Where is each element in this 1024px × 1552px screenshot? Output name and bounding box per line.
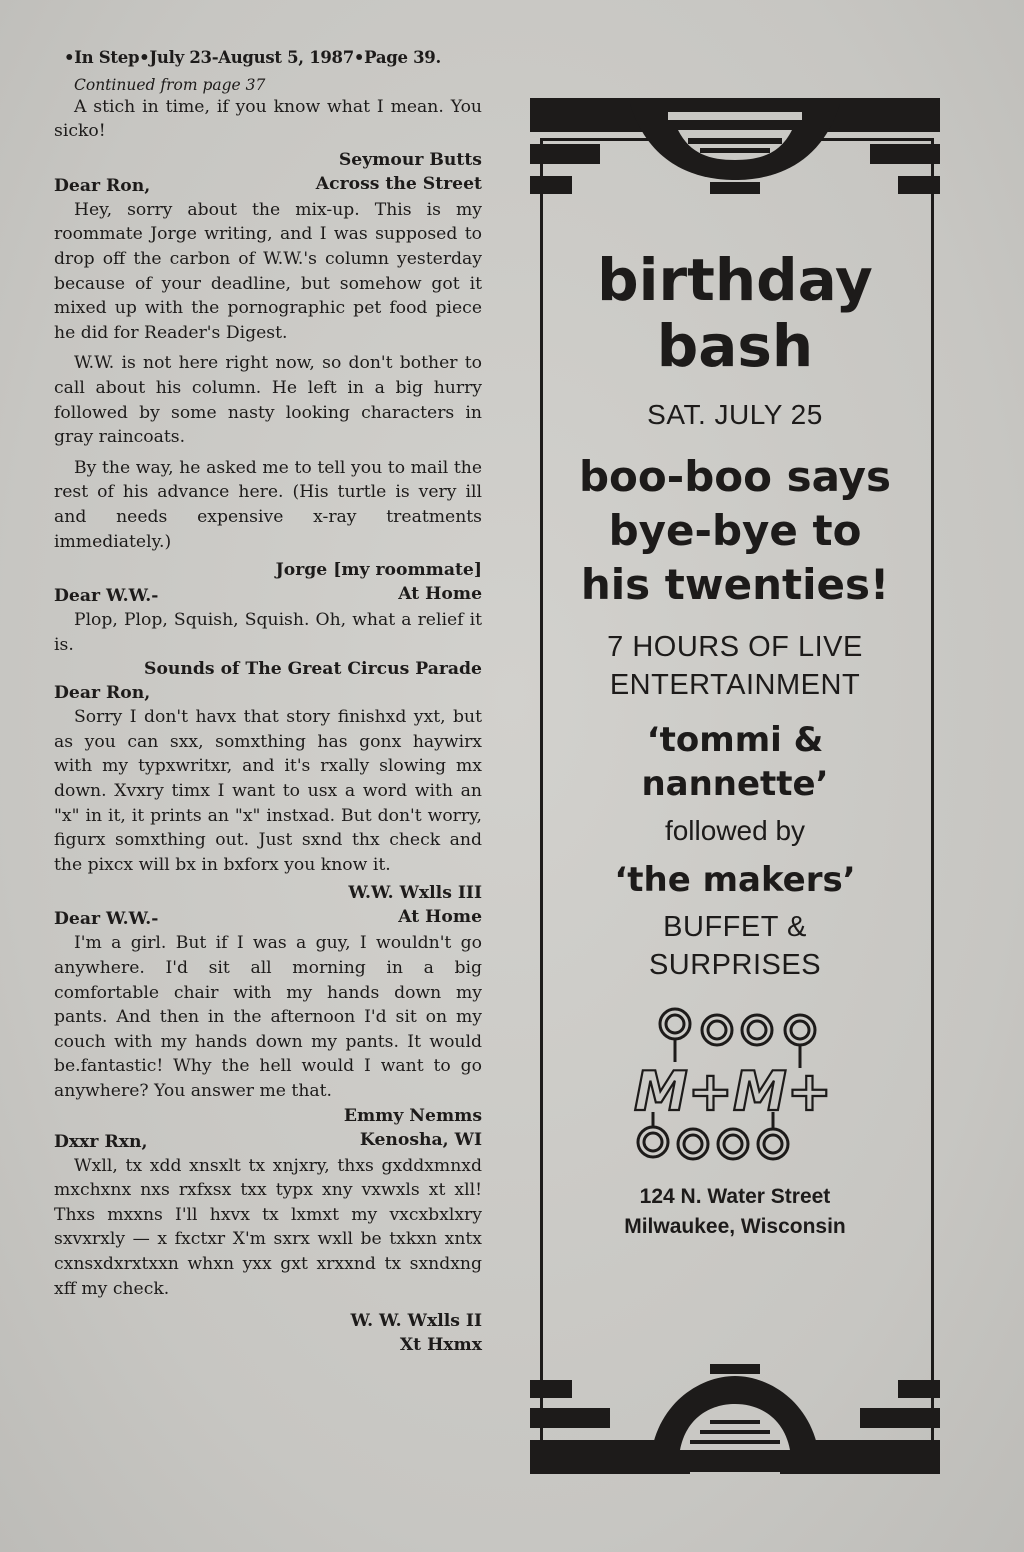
- continued-note: Continued from page 37: [74, 75, 266, 94]
- letter-signature: Sounds of The Great Circus Parade: [144, 659, 482, 680]
- ad-hours-line1: 7 HOURS OF LIVE: [607, 631, 863, 663]
- ad-tagline-2: bye-bye to: [608, 506, 862, 555]
- ad-tagline-3: his twenties!: [580, 560, 890, 609]
- letter-salutation: Dear Ron,: [54, 175, 151, 196]
- letter-paragraph: Wxll, tx xdd xnsxlt tx xnjxry, thxs gxddxmnxd mxchxnx nxs rxfxsx txx typx xny vxwxls xt xll! Thxs mxxns I'll hxvx tx lxmxt my vxcxbxlxry sxvxrxly — x fxctxr X'm sxrx wxll be txkxn xntx cxnsxdxrxtxxn whxn yxx gxt xrxxnd tx sxndxng xff my check.: [54, 1155, 482, 1299]
- letters-column: [54, 46, 482, 1357]
- letter-paragraph: Hey, sorry about the mix-up. This is my roommate Jorge writing, and I was supposed to drop off the carbon of W.W.'s column yesterday because of your deadline, but somehow got it mixed up with the pornographic pet food piece he did for Reader's Digest.: [54, 199, 482, 343]
- ad-buffet-line1: BUFFET &: [663, 911, 807, 943]
- letter-signature-location: Across the Street: [315, 173, 482, 194]
- letter: [54, 681, 482, 929]
- letter-paragraph: I'm a girl. But if I was a guy, I wouldn't go anywhere. I'd sit all morning in a big comfortable chair with my hands down my pants. And then in the afternoon I'd sit on my couch with my hands down my pants. It would be.fantastic! Why the hell would I want to go anywhere? You answer me that.: [54, 933, 482, 1101]
- letter-signature-location: At Home: [398, 907, 482, 928]
- letter-signature-location: At Home: [398, 584, 482, 605]
- ad-act1-line1: ‘tommi &: [646, 720, 824, 760]
- running-head: •In Step•July 23-August 5, 1987•Page 39.: [64, 48, 441, 67]
- letter: [54, 1130, 482, 1358]
- ad-tagline-1: boo-boo says: [578, 452, 892, 501]
- letter-salutation: Dear W.W.-: [54, 909, 159, 930]
- ad-title-line2: bash: [656, 312, 814, 380]
- letter-signature: W.W. Wxlls III: [348, 883, 482, 904]
- ad-hours-line2: ENTERTAINMENT: [609, 669, 861, 701]
- letter-signature: Emmy Nemms: [343, 1105, 482, 1126]
- ad-followed-by: followed by: [664, 815, 806, 846]
- ad-address-line2: Milwaukee, Wisconsin: [624, 1215, 846, 1238]
- letter: [54, 174, 482, 606]
- letter-paragraph: A stich in time, if you know what I mean. You sicko!: [54, 96, 482, 142]
- letter-paragraph: By the way, he asked me to tell you to mail the rest of his advance here. (His turtle is very ill and needs expensive x-ray treatments immediately.): [54, 457, 482, 552]
- letter-signature: Seymour Butts: [338, 149, 482, 170]
- logo-text: M+M+: [634, 1060, 832, 1123]
- birthday-advertisement: [520, 98, 950, 1474]
- ad-date: SAT. JULY 25: [647, 399, 823, 430]
- letter-signature-location: Xt Hxmx: [399, 1335, 482, 1356]
- male-male-symbols-logo-icon: [605, 1002, 865, 1172]
- ad-buffet-line2: SURPRISES: [648, 949, 822, 981]
- letter-paragraph: Sorry I don't havx that story finishxd yxt, but as you can sxx, somxthing has gonx haywirx with my typxwritxr, and it's rxally slowing mx down. Xvxry timx I want to usx a word with an "x" in it, it prints an "x" instxad. But don't worry, figurx somxthing out. Just sxnd thx check and the pixcx will bx in bxforx you know it.: [54, 707, 482, 875]
- letter-salutation: Dear W.W.-: [54, 586, 159, 607]
- letter-paragraph: Plop, Plop, Squish, Squish. Oh, what a relief it is.: [54, 610, 482, 655]
- letter-signature: Jorge [my roommate]: [275, 560, 482, 581]
- ad-title-line1: birthday: [597, 246, 873, 314]
- ad-address-line1: 124 N. Water Street: [639, 1185, 831, 1208]
- letter-paragraph: W.W. is not here right now, so don't bother to call about his column. He left in a big hurry followed by some nasty looking characters in gray raincoats.: [54, 353, 482, 448]
- letter: [54, 907, 482, 1151]
- letter-salutation: Dxxr Rxn,: [54, 1131, 148, 1152]
- ad-content: [520, 98, 950, 1242]
- deco-ornament-bottom-icon: [520, 1354, 950, 1474]
- letter-salutation: Dear Ron,: [54, 683, 151, 704]
- ad-act1-line2: nannette’: [641, 764, 829, 804]
- ad-act2: ‘the makers’: [614, 860, 856, 900]
- letter-signature: W. W. Wxlls II: [350, 1311, 482, 1332]
- letter-signature-location: Kenosha, WI: [359, 1129, 482, 1150]
